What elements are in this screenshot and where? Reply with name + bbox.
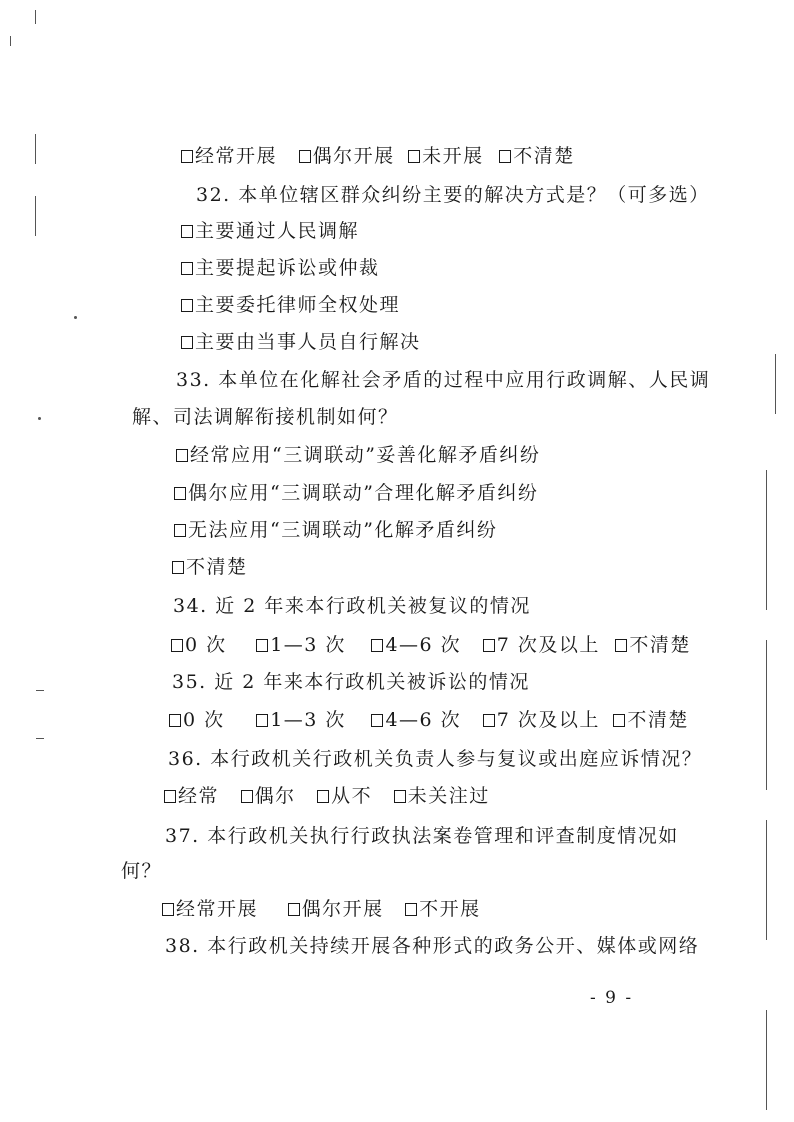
option[interactable]: 偶尔开展: [299, 143, 395, 169]
q37-question-line1: 37. 本行政机关执行行政执法案卷管理和评查制度情况如: [165, 825, 679, 847]
checkbox-icon[interactable]: [408, 150, 420, 163]
q32-option-2[interactable]: 主要提起诉讼或仲裁: [181, 255, 380, 281]
q37-options: [162, 896, 481, 922]
option[interactable]: 经常开展: [162, 896, 258, 922]
checkbox-icon[interactable]: [171, 639, 183, 652]
checkbox-icon[interactable]: [172, 561, 184, 574]
checkbox-icon[interactable]: [256, 639, 268, 652]
q33-option-3[interactable]: 无法应用“三调联动”化解矛盾纠纷: [174, 517, 497, 543]
option[interactable]: 4—6 次: [371, 707, 461, 733]
scan-mark: [38, 417, 41, 420]
scan-mark: [766, 820, 767, 940]
q35-question: 35. 近 2 年来本行政机关被诉讼的情况: [172, 671, 530, 693]
q32-option-4[interactable]: 主要由当事人员自行解决: [181, 329, 421, 355]
q33-question-line1: 33. 本单位在化解社会矛盾的过程中应用行政调解、人民调: [176, 369, 711, 391]
scan-mark: [10, 36, 11, 46]
checkbox-icon[interactable]: [169, 714, 181, 727]
q33-question-line2: 解、司法调解衔接机制如何？: [132, 406, 399, 428]
option[interactable]: 4—6 次: [371, 632, 461, 658]
checkbox-icon[interactable]: [394, 790, 406, 803]
checkbox-icon[interactable]: [499, 150, 511, 163]
scan-mark: [36, 690, 44, 691]
scan-mark: [74, 316, 77, 319]
checkbox-icon[interactable]: [317, 790, 329, 803]
scan-mark: [775, 354, 776, 414]
q33-option-4[interactable]: 不清楚: [172, 554, 248, 580]
scan-mark: [766, 1010, 767, 1110]
scan-mark: [766, 470, 767, 610]
option[interactable]: 偶尔开展: [288, 896, 384, 922]
checkbox-icon[interactable]: [613, 714, 625, 727]
checkbox-icon[interactable]: [483, 714, 495, 727]
q36-options: [164, 783, 490, 809]
q32-question: 32. 本单位辖区群众纠纷主要的解决方式是？（可多选）: [196, 184, 710, 206]
option[interactable]: 经常: [164, 783, 219, 809]
option[interactable]: 1—3 次: [256, 707, 346, 733]
checkbox-icon[interactable]: [288, 903, 300, 916]
q38-question-line1: 38. 本行政机关持续开展各种形式的政务公开、媒体或网络: [165, 935, 700, 957]
option[interactable]: 0 次: [169, 707, 225, 733]
scan-mark: [35, 196, 36, 236]
option[interactable]: 不清楚: [499, 143, 575, 169]
option[interactable]: 7 次及以上: [483, 707, 600, 733]
q32-option-1[interactable]: 主要通过人民调解: [181, 218, 359, 244]
q31-options: [181, 143, 575, 169]
page-number: - 9 -: [590, 988, 634, 1008]
option[interactable]: 未关注过: [394, 783, 490, 809]
option[interactable]: 不清楚: [615, 632, 691, 658]
checkbox-icon[interactable]: [615, 639, 627, 652]
option[interactable]: 经常开展: [181, 143, 277, 169]
q32-option-3[interactable]: 主要委托律师全权处理: [181, 292, 400, 318]
checkbox-icon[interactable]: [181, 150, 193, 163]
scan-mark: [35, 134, 36, 164]
checkbox-icon[interactable]: [256, 714, 268, 727]
checkbox-icon[interactable]: [483, 639, 495, 652]
checkbox-icon[interactable]: [181, 225, 193, 238]
option[interactable]: 不清楚: [613, 707, 689, 733]
scan-mark: [35, 10, 36, 24]
scan-mark: [36, 738, 44, 739]
checkbox-icon[interactable]: [181, 262, 193, 275]
q34-options: [171, 632, 691, 658]
checkbox-icon[interactable]: [181, 336, 193, 349]
q33-option-2[interactable]: 偶尔应用“三调联动”合理化解矛盾纠纷: [174, 480, 538, 506]
checkbox-icon[interactable]: [181, 299, 193, 312]
checkbox-icon[interactable]: [405, 903, 417, 916]
option[interactable]: 不开展: [405, 896, 481, 922]
q35-options: [169, 707, 689, 733]
checkbox-icon[interactable]: [371, 714, 383, 727]
checkbox-icon[interactable]: [174, 487, 186, 500]
option[interactable]: 从不: [317, 783, 372, 809]
checkbox-icon[interactable]: [174, 524, 186, 537]
checkbox-icon[interactable]: [299, 150, 311, 163]
checkbox-icon[interactable]: [162, 903, 174, 916]
option[interactable]: 7 次及以上: [483, 632, 600, 658]
option[interactable]: 1—3 次: [256, 632, 346, 658]
checkbox-icon[interactable]: [371, 639, 383, 652]
q34-question: 34. 近 2 年来本行政机关被复议的情况: [173, 595, 531, 617]
q33-option-1[interactable]: 经常应用“三调联动”妥善化解矛盾纠纷: [176, 442, 540, 468]
q36-question: 36. 本行政机关行政机关负责人参与复议或出庭应诉情况？: [168, 748, 703, 770]
scan-mark: [766, 640, 767, 790]
checkbox-icon[interactable]: [164, 790, 176, 803]
option[interactable]: 0 次: [171, 632, 227, 658]
checkbox-icon[interactable]: [241, 790, 253, 803]
option[interactable]: 未开展: [408, 143, 484, 169]
option[interactable]: 偶尔: [241, 783, 296, 809]
checkbox-icon[interactable]: [176, 449, 188, 462]
q37-question-line2: 何？: [121, 860, 163, 882]
